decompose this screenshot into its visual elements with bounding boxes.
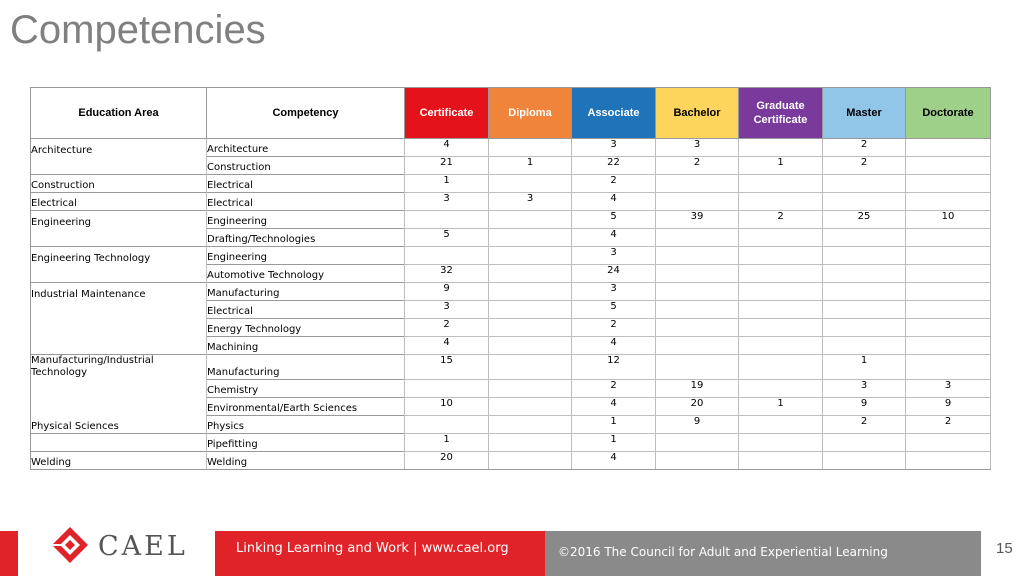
count-cell: 4 — [572, 451, 656, 469]
count-cell — [739, 283, 823, 301]
table-row — [31, 193, 991, 211]
count-cell — [906, 319, 991, 337]
count-cell — [656, 433, 739, 451]
count-cell — [739, 193, 823, 211]
table-row — [31, 415, 991, 433]
table-row — [31, 247, 991, 265]
competency-cell: Manufacturing — [207, 283, 405, 301]
count-cell — [656, 301, 739, 319]
count-cell — [906, 175, 991, 193]
column-header: Certificate — [405, 88, 489, 139]
count-cell: 3 — [656, 139, 739, 157]
count-cell: 5 — [405, 229, 489, 247]
count-cell — [405, 247, 489, 265]
count-cell — [489, 247, 572, 265]
education-area-cell — [31, 229, 207, 247]
count-cell — [656, 319, 739, 337]
count-cell — [823, 283, 906, 301]
education-area-cell — [31, 379, 207, 397]
count-cell — [823, 319, 906, 337]
count-cell: 12 — [572, 355, 656, 380]
count-cell — [906, 247, 991, 265]
count-cell: 9 — [823, 397, 906, 415]
count-cell — [739, 337, 823, 355]
count-cell — [405, 379, 489, 397]
count-cell: 20 — [405, 451, 489, 469]
table-row — [31, 175, 991, 193]
count-cell — [656, 247, 739, 265]
count-cell: 2 — [823, 415, 906, 433]
count-cell — [906, 337, 991, 355]
competency-cell: Electrical — [207, 193, 405, 211]
count-cell: 1 — [739, 157, 823, 175]
table-row — [31, 451, 991, 469]
count-cell — [823, 229, 906, 247]
count-cell — [489, 451, 572, 469]
count-cell — [823, 175, 906, 193]
count-cell — [906, 157, 991, 175]
competency-cell: Electrical — [207, 175, 405, 193]
count-cell: 2 — [823, 139, 906, 157]
count-cell — [823, 301, 906, 319]
table-row — [31, 229, 991, 247]
count-cell — [823, 247, 906, 265]
table-row — [31, 139, 991, 157]
count-cell — [906, 193, 991, 211]
count-cell: 3 — [823, 379, 906, 397]
table-row — [31, 301, 991, 319]
education-area-cell: Electrical — [31, 193, 207, 211]
count-cell: 1 — [489, 157, 572, 175]
education-area-cell — [31, 433, 207, 451]
count-cell — [823, 451, 906, 469]
education-area-cell: Engineering — [31, 211, 207, 229]
count-cell: 3 — [405, 301, 489, 319]
page-number: 15 — [996, 540, 1013, 557]
count-cell — [656, 229, 739, 247]
count-cell — [656, 175, 739, 193]
competency-cell: Engineering — [207, 211, 405, 229]
count-cell — [405, 415, 489, 433]
count-cell: 2 — [739, 211, 823, 229]
count-cell — [405, 211, 489, 229]
count-cell — [489, 211, 572, 229]
count-cell — [489, 415, 572, 433]
education-area-cell — [31, 301, 207, 319]
count-cell: 2 — [906, 415, 991, 433]
table-row — [31, 319, 991, 337]
count-cell: 3 — [572, 247, 656, 265]
count-cell — [906, 139, 991, 157]
count-cell: 3 — [405, 193, 489, 211]
education-area-cell: Engineering Technology — [31, 247, 207, 265]
education-area-cell: Construction — [31, 175, 207, 193]
count-cell: 22 — [572, 157, 656, 175]
column-header: Master — [823, 88, 906, 139]
count-cell: 1 — [572, 415, 656, 433]
count-cell: 1 — [823, 355, 906, 380]
competency-cell: Chemistry — [207, 379, 405, 397]
count-cell — [656, 451, 739, 469]
education-area-cell: Architecture — [31, 139, 207, 157]
competency-cell: Automotive Technology — [207, 265, 405, 283]
count-cell — [489, 397, 572, 415]
count-cell — [739, 247, 823, 265]
count-cell: 3 — [906, 379, 991, 397]
competency-cell: Machining — [207, 337, 405, 355]
count-cell — [489, 355, 572, 380]
count-cell — [823, 433, 906, 451]
count-cell — [656, 355, 739, 380]
count-cell — [823, 337, 906, 355]
competency-cell: Drafting/Technologies — [207, 229, 405, 247]
count-cell: 3 — [572, 139, 656, 157]
count-cell — [906, 451, 991, 469]
count-cell: 39 — [656, 211, 739, 229]
count-cell — [656, 265, 739, 283]
column-header: Graduate Certificate — [739, 88, 823, 139]
count-cell: 5 — [572, 211, 656, 229]
table-row — [31, 157, 991, 175]
count-cell — [656, 193, 739, 211]
column-header: Bachelor — [656, 88, 739, 139]
education-area-cell — [31, 397, 207, 415]
count-cell — [739, 319, 823, 337]
count-cell: 2 — [656, 157, 739, 175]
count-cell — [906, 355, 991, 380]
count-cell: 3 — [572, 283, 656, 301]
table-row — [31, 397, 991, 415]
count-cell — [906, 283, 991, 301]
competency-cell: Energy Technology — [207, 319, 405, 337]
count-cell — [823, 193, 906, 211]
cael-logo — [48, 524, 208, 568]
table-row — [31, 337, 991, 355]
count-cell — [489, 283, 572, 301]
table-row — [31, 355, 991, 380]
education-area-cell — [31, 157, 207, 175]
count-cell — [739, 415, 823, 433]
count-cell — [739, 175, 823, 193]
competency-cell: Welding — [207, 451, 405, 469]
count-cell — [489, 319, 572, 337]
count-cell: 15 — [405, 355, 489, 380]
footer-copyright: ©2016 The Council for Adult and Experiential Learning — [558, 545, 888, 559]
count-cell: 1 — [405, 433, 489, 451]
count-cell — [739, 355, 823, 380]
footer-tagline: Linking Learning and Work | www.cael.org — [236, 541, 509, 556]
column-header: Diploma — [489, 88, 572, 139]
count-cell — [739, 139, 823, 157]
count-cell — [739, 433, 823, 451]
count-cell — [656, 337, 739, 355]
count-cell — [739, 451, 823, 469]
education-area-cell: Industrial Maintenance — [31, 283, 207, 301]
count-cell — [906, 301, 991, 319]
count-cell — [823, 265, 906, 283]
count-cell — [906, 433, 991, 451]
education-area-cell — [31, 265, 207, 283]
count-cell: 9 — [405, 283, 489, 301]
count-cell: 9 — [906, 397, 991, 415]
count-cell — [489, 379, 572, 397]
count-cell: 4 — [572, 193, 656, 211]
education-area-cell — [31, 319, 207, 337]
count-cell: 10 — [405, 397, 489, 415]
count-cell: 4 — [572, 337, 656, 355]
count-cell: 9 — [656, 415, 739, 433]
count-cell — [489, 139, 572, 157]
column-header: Competency — [207, 88, 405, 139]
education-area-cell: Physical Sciences — [31, 415, 207, 433]
column-header: Education Area — [31, 88, 207, 139]
count-cell — [489, 175, 572, 193]
education-area-cell — [31, 337, 207, 355]
count-cell: 10 — [906, 211, 991, 229]
table-row — [31, 211, 991, 229]
count-cell — [739, 229, 823, 247]
count-cell: 1 — [572, 433, 656, 451]
count-cell: 21 — [405, 157, 489, 175]
count-cell — [906, 229, 991, 247]
count-cell — [739, 301, 823, 319]
count-cell: 1 — [739, 397, 823, 415]
count-cell: 20 — [656, 397, 739, 415]
cael-logo-icon — [52, 527, 88, 563]
count-cell: 2 — [572, 175, 656, 193]
competencies-table — [30, 87, 991, 470]
footer-red-accent — [0, 531, 18, 576]
competency-cell: Pipefitting — [207, 433, 405, 451]
competency-cell: Construction — [207, 157, 405, 175]
table-row — [31, 433, 991, 451]
count-cell: 2 — [823, 157, 906, 175]
column-header: Associate — [572, 88, 656, 139]
competency-cell: Engineering — [207, 247, 405, 265]
count-cell: 4 — [405, 337, 489, 355]
count-cell: 1 — [405, 175, 489, 193]
count-cell: 25 — [823, 211, 906, 229]
count-cell: 3 — [489, 193, 572, 211]
table-row — [31, 283, 991, 301]
count-cell: 4 — [572, 397, 656, 415]
competency-cell: Physics — [207, 415, 405, 433]
education-area-cell: Welding — [31, 451, 207, 469]
count-cell — [656, 283, 739, 301]
count-cell — [489, 337, 572, 355]
count-cell: 19 — [656, 379, 739, 397]
count-cell: 32 — [405, 265, 489, 283]
competency-cell: Electrical — [207, 301, 405, 319]
count-cell: 4 — [405, 139, 489, 157]
count-cell: 4 — [572, 229, 656, 247]
count-cell — [489, 433, 572, 451]
table-row — [31, 379, 991, 397]
count-cell: 24 — [572, 265, 656, 283]
column-header: Doctorate — [906, 88, 991, 139]
count-cell: 2 — [572, 379, 656, 397]
count-cell — [739, 379, 823, 397]
competency-cell: Manufacturing — [207, 355, 405, 380]
count-cell: 2 — [405, 319, 489, 337]
education-area-cell: Manufacturing/Industrial Technology — [31, 355, 207, 380]
count-cell — [489, 229, 572, 247]
page-title: Competencies — [10, 8, 266, 52]
count-cell — [489, 265, 572, 283]
count-cell: 2 — [572, 319, 656, 337]
competency-cell: Environmental/Earth Sciences — [207, 397, 405, 415]
count-cell: 5 — [572, 301, 656, 319]
count-cell — [739, 265, 823, 283]
count-cell — [906, 265, 991, 283]
count-cell — [489, 301, 572, 319]
table-header-row — [31, 88, 991, 139]
logo-text: CAEL — [98, 531, 188, 562]
competency-cell: Architecture — [207, 139, 405, 157]
table-row — [31, 265, 991, 283]
